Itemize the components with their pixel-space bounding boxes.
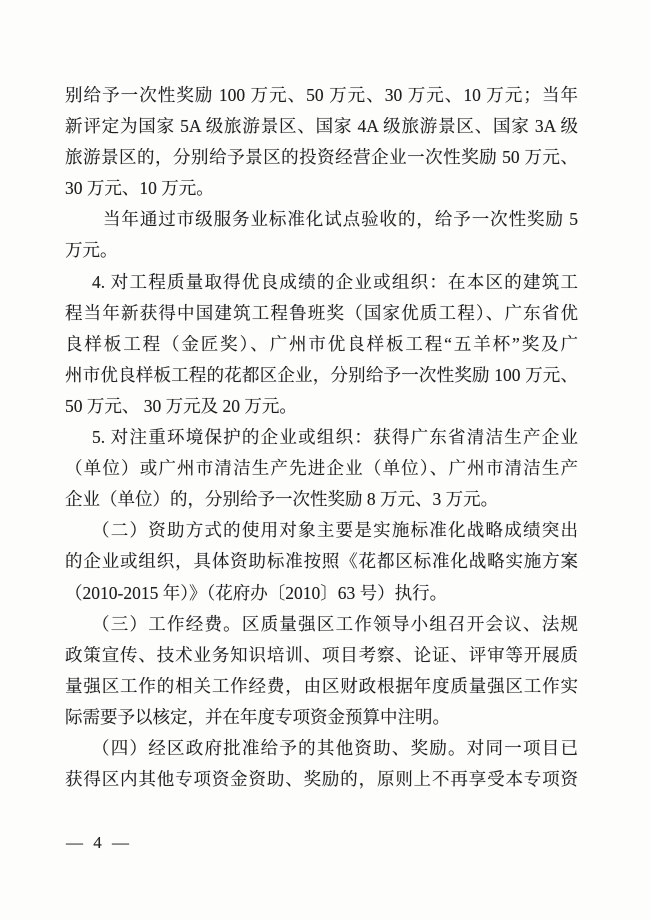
text-line: 企业（单位）的，分别给予一次性奖励 8 万元、3 万元。 (65, 489, 499, 510)
text-line: 4. 对工程质量取得优良成绩的企业或组织：在本区的建筑工 (92, 271, 578, 292)
text-line: 5. 对注重环境保护的企业或组织：获得广东省清洁生产企业 (92, 427, 578, 448)
text-line: （单位）或广州市清洁生产先进企业（单位）、广州市清洁生产 (65, 458, 578, 479)
text-line: 30 万元、10 万元。 (65, 178, 214, 199)
text-line: 良样板工程（金匠奖）、广州市优良样板工程“五羊杯”奖及广 (65, 333, 578, 354)
text-line: 量强区工作的相关工作经费，由区财政根据年度质量强区工作实 (65, 675, 578, 696)
text-line: 的企业或组织，具体资助标准按照《花都区标准化战略实施方案 (65, 551, 578, 572)
text-line: 际需要予以核定，并在年度专项资金预算中注明。 (65, 706, 450, 727)
text-line: 政策宣传、技术业务知识培训、项目考察、论证、评审等开展质 (65, 644, 578, 665)
text-line: （二）资助方式的使用对象主要是实施标准化战略成绩突出 (92, 520, 578, 541)
text-line: 旅游景区的，分别给予景区的投资经营企业一次性奖励 50 万元、 (65, 147, 578, 168)
page-number: — 4 — (66, 833, 132, 852)
text-line: 别给予一次性奖励 100 万元、50 万元、30 万元、10 万元；当年 (65, 85, 578, 105)
text-line: 州市优良样板工程的花都区企业，分别给予一次性奖励 100 万元、 (65, 364, 578, 385)
text-line: 获得区内其他专项资金资助、奖励的，原则上不再享受本专项资 (65, 769, 578, 790)
text-line: 新评定为国家 5A 级旅游景区、国家 4A 级旅游景区、国家 3A 级 (65, 116, 578, 137)
text-line: 50 万元、 30 万元及 20 万元。 (65, 395, 297, 416)
text-line: 程当年新获得中国建筑工程鲁班奖（国家优质工程）、广东省优 (65, 302, 578, 323)
text-line: （三）工作经费。区质量强区工作领导小组召开会议、法规 (92, 613, 578, 634)
text-line: 万元。 (65, 240, 118, 261)
text-line: （四）经区政府批准给予的其他资助、奖励。对同一项目已 (92, 737, 578, 758)
document-body-text (65, 80, 578, 795)
text-line: （2010-2015 年）》（花府办〔2010〕63 号）执行。 (65, 582, 448, 603)
text-line: 当年通过市级服务业标准化试点验收的，给予一次性奖励 5 (103, 209, 578, 230)
